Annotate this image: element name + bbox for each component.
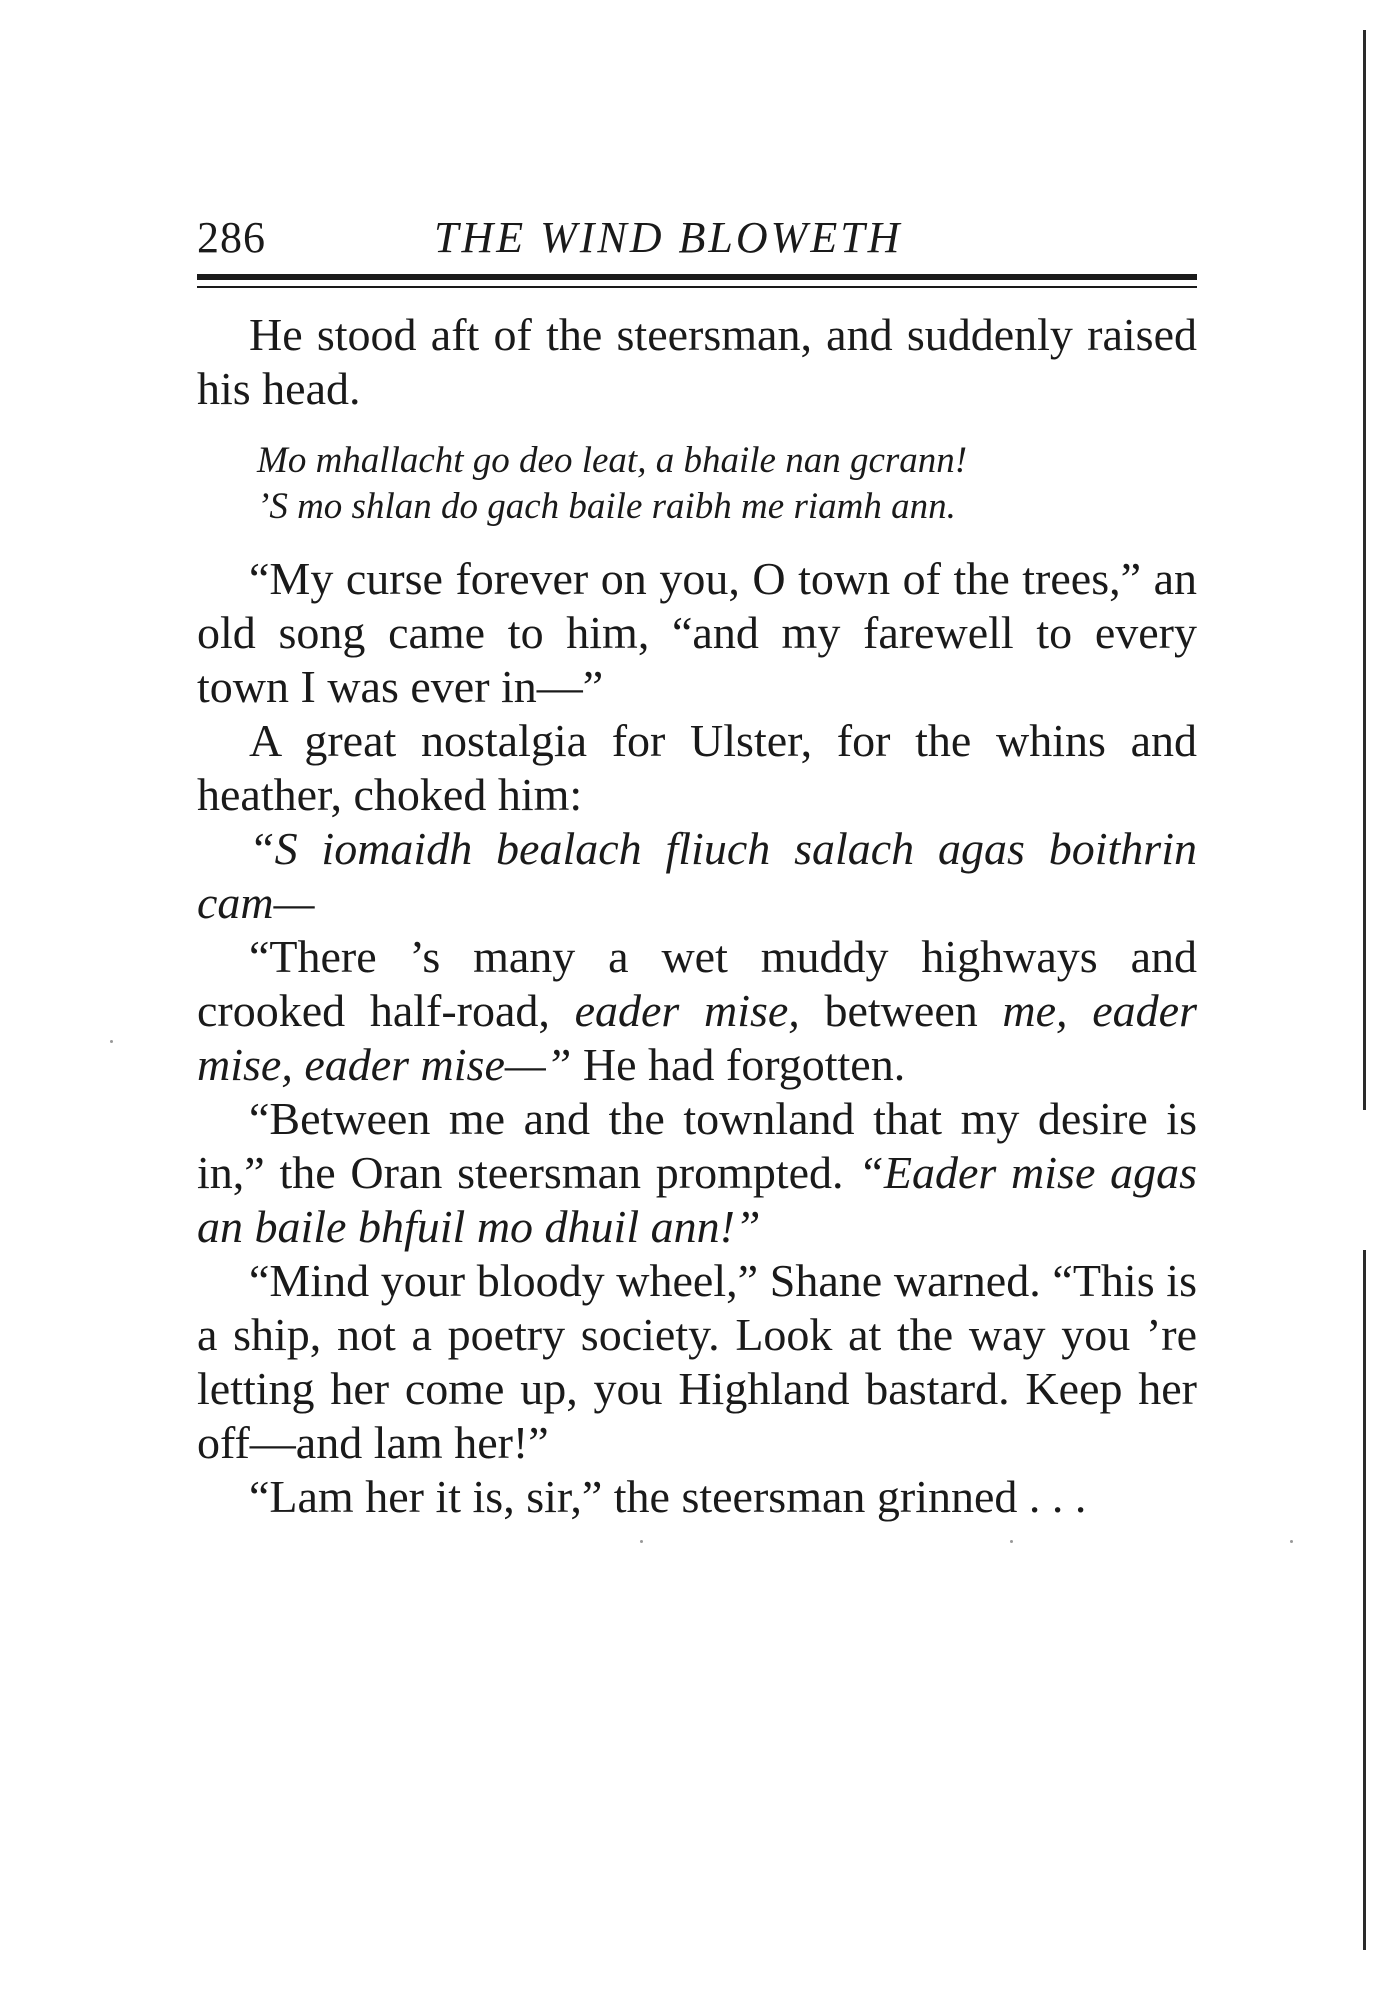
scan-speckle bbox=[640, 1540, 643, 1543]
paragraph-4-irish-line: “S iomaidh bealach fliuch salach agas boithrin cam— bbox=[197, 823, 1197, 928]
paragraph-2: “My curse forever on you, O town of the trees,” an old song came to him, “and my farewell to every town I was ever in—” bbox=[197, 553, 1197, 712]
scan-speckle bbox=[1290, 1540, 1293, 1543]
page-number: 286 bbox=[197, 213, 266, 262]
scan-speckle bbox=[110, 1040, 113, 1043]
scan-edge-lower bbox=[1363, 1250, 1366, 1950]
paragraph-8: “Lam her it is, sir,” the steersman grinned . . . bbox=[249, 1471, 1087, 1522]
p5-text-a: “There ’s many a wet muddy highways and crooked half-road, bbox=[197, 931, 1197, 1036]
p5-irish-a: eader mise, bbox=[574, 985, 800, 1036]
p6-irish: “Eader mise agas an baile bhfuil mo dhuil ann!” bbox=[197, 1147, 1197, 1252]
paragraph-3: A great nostalgia for Ulster, for the whins and heather, choked him: bbox=[197, 715, 1197, 820]
paragraph-1: He stood aft of the steersman, and suddenly raised his head. bbox=[197, 309, 1197, 414]
irish-verse bbox=[257, 438, 1197, 530]
p5-text-b: between bbox=[799, 985, 1003, 1036]
running-title: THE WIND BLOWETH bbox=[434, 213, 903, 262]
header-rule-thick bbox=[197, 274, 1197, 280]
paragraph-6 bbox=[197, 1092, 1197, 1254]
paragraph-7: “Mind your bloody wheel,” Shane warned. “This is a ship, not a poetry society. Look at the way you ’re letting her come up, you Highland bastard. Keep her off—and lam her!” bbox=[197, 1255, 1197, 1468]
p5-text-c: He had forgotten. bbox=[571, 1039, 906, 1090]
header-rule-thin bbox=[197, 286, 1197, 288]
scan-speckle bbox=[1010, 1540, 1013, 1543]
paragraph-5 bbox=[197, 930, 1197, 1092]
p5-irish-b: me, eader mise, eader mise—” bbox=[197, 985, 1197, 1090]
scan-edge-upper bbox=[1363, 30, 1366, 1110]
page-body bbox=[197, 308, 1197, 1524]
verse-line-2: ’S mo shlan do gach baile raibh me riamh ann. bbox=[257, 486, 956, 527]
verse-line-1: Mo mhallacht go deo leat, a bhaile nan gcrann! bbox=[257, 440, 968, 481]
page-header bbox=[197, 212, 1197, 272]
p6-text: “Between me and the townland that my desire is in,” the Oran steersman prompted. bbox=[197, 1093, 1197, 1198]
